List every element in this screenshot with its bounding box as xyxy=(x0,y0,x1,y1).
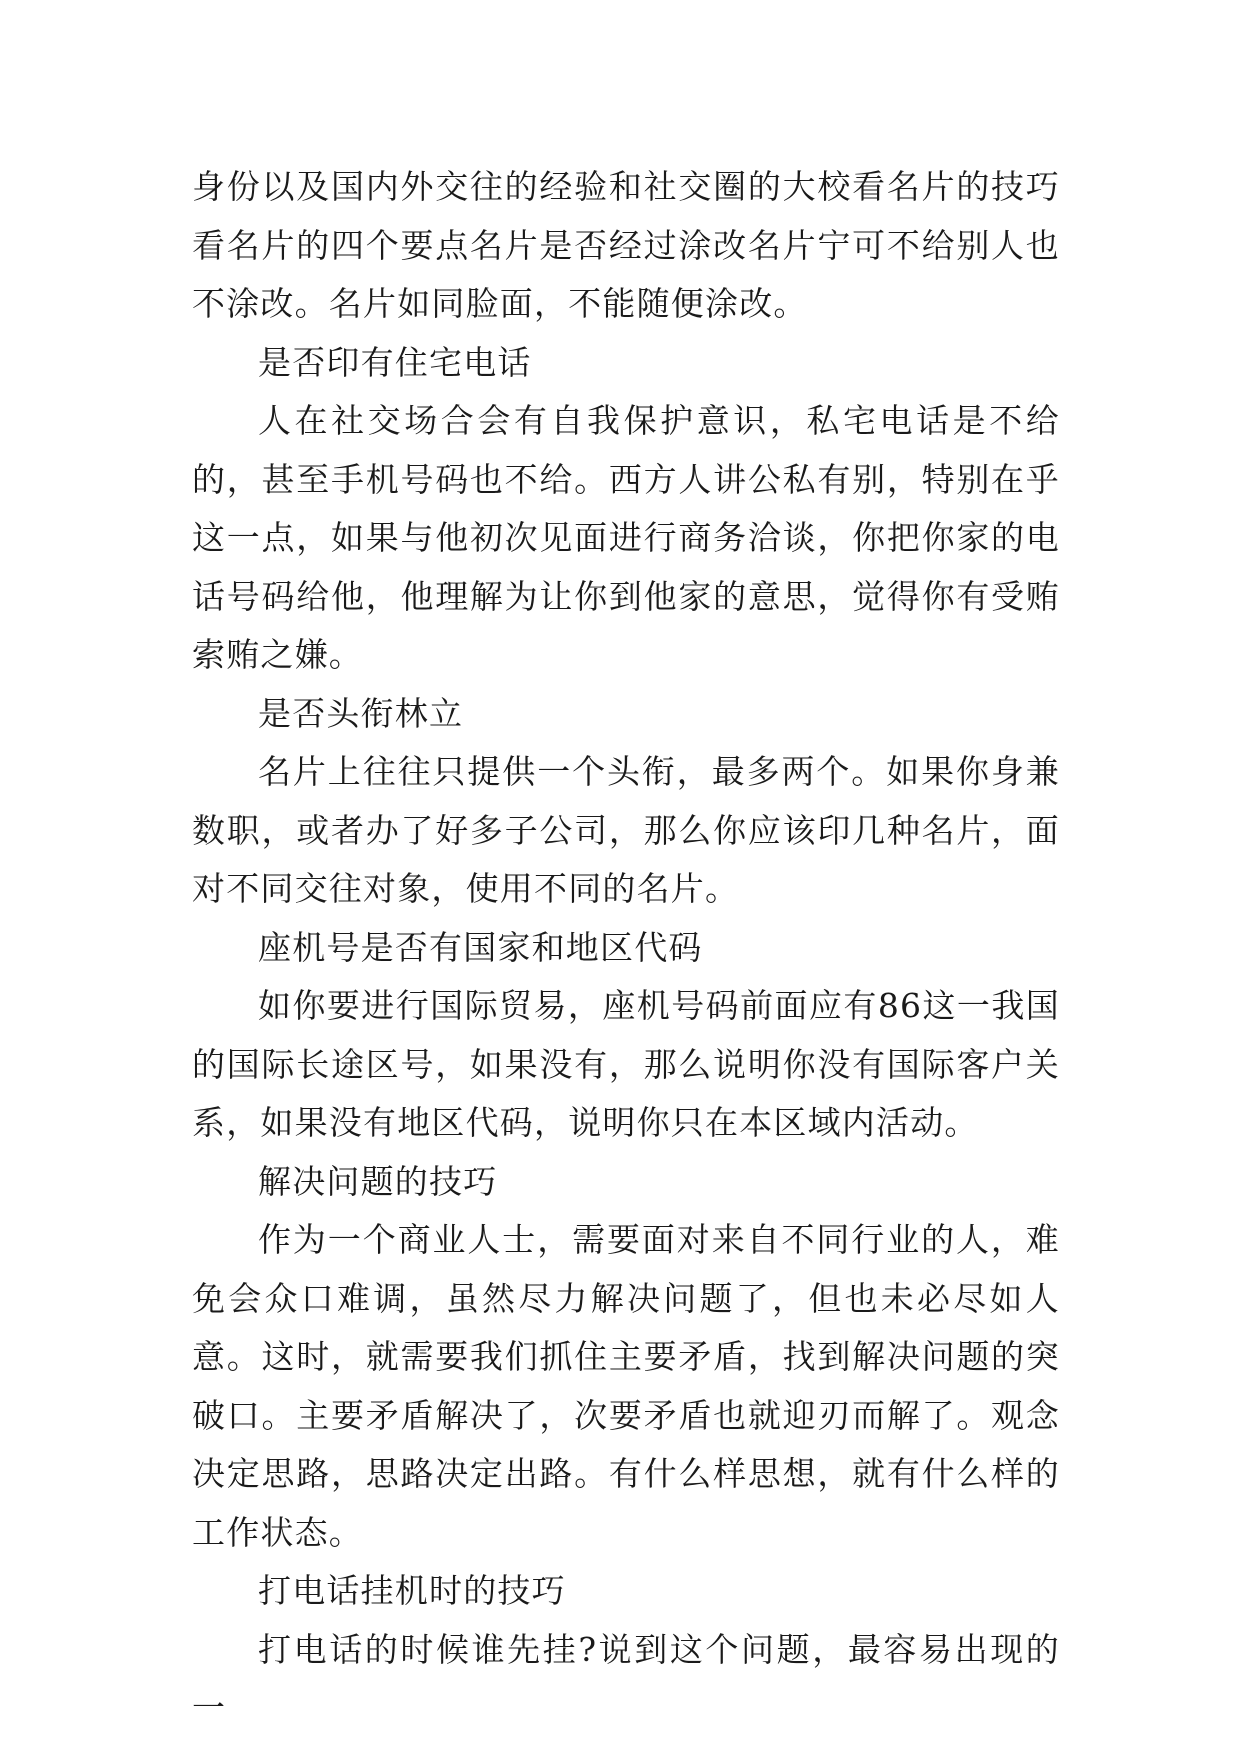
paragraph-problem-solving: 作为一个商业人士，需要面对来自不同行业的人，难免会众口难调，虽然尽力解决问题了，但也未必尽如人意。这时，就需要我们抓住主要矛盾，找到解决问题的突破口。主要矛盾解决了，次要矛盾也就迎刃而解了。观念决定思路，思路决定出路。有什么样思想，就有什么样的工作状态。 xyxy=(192,1220,1060,1552)
document-body xyxy=(192,158,1060,1738)
paragraph-business-card-intro: 身份以及国内外交往的经验和社交圈的大校看名片的技巧看名片的四个要点名片是否经过涂改名片宁可不给别人也不涂改。名片如同脸面，不能随便涂改。 xyxy=(192,167,1060,323)
paragraph-home-phone: 人在社交场合会有自我保护意识，私宅电话是不给的，甚至手机号码也不给。西方人讲公私有别，特别在乎这一点，如果与他初次见面进行商务洽谈，你把你家的电话号码给他，他理解为让你到他家的意思，觉得你有受贿索贿之嫌。 xyxy=(192,401,1060,674)
heading-home-phone: 是否印有住宅电话 xyxy=(258,342,532,382)
paragraph-titles: 名片上往往只提供一个头衔，最多两个。如果你身兼数职，或者办了好多子公司，那么你应该印几种名片，面对不同交往对象，使用不同的名片。 xyxy=(192,752,1060,908)
paragraph-phone-hangup: 打电话的时候谁先挂?说到这个问题，最容易出现的一 xyxy=(192,1629,1060,1727)
paragraph-area-code: 如你要进行国际贸易，座机号码前面应有86这一我国的国际长途区号，如果没有，那么说明你没有国际客户关系，如果没有地区代码，说明你只在本区域内活动。 xyxy=(192,986,1060,1142)
heading-area-code: 座机号是否有国家和地区代码 xyxy=(258,927,703,967)
heading-titles: 是否头衔林立 xyxy=(258,693,464,733)
heading-phone-hangup: 打电话挂机时的技巧 xyxy=(258,1571,566,1610)
heading-problem-solving: 解决问题的技巧 xyxy=(258,1161,498,1201)
